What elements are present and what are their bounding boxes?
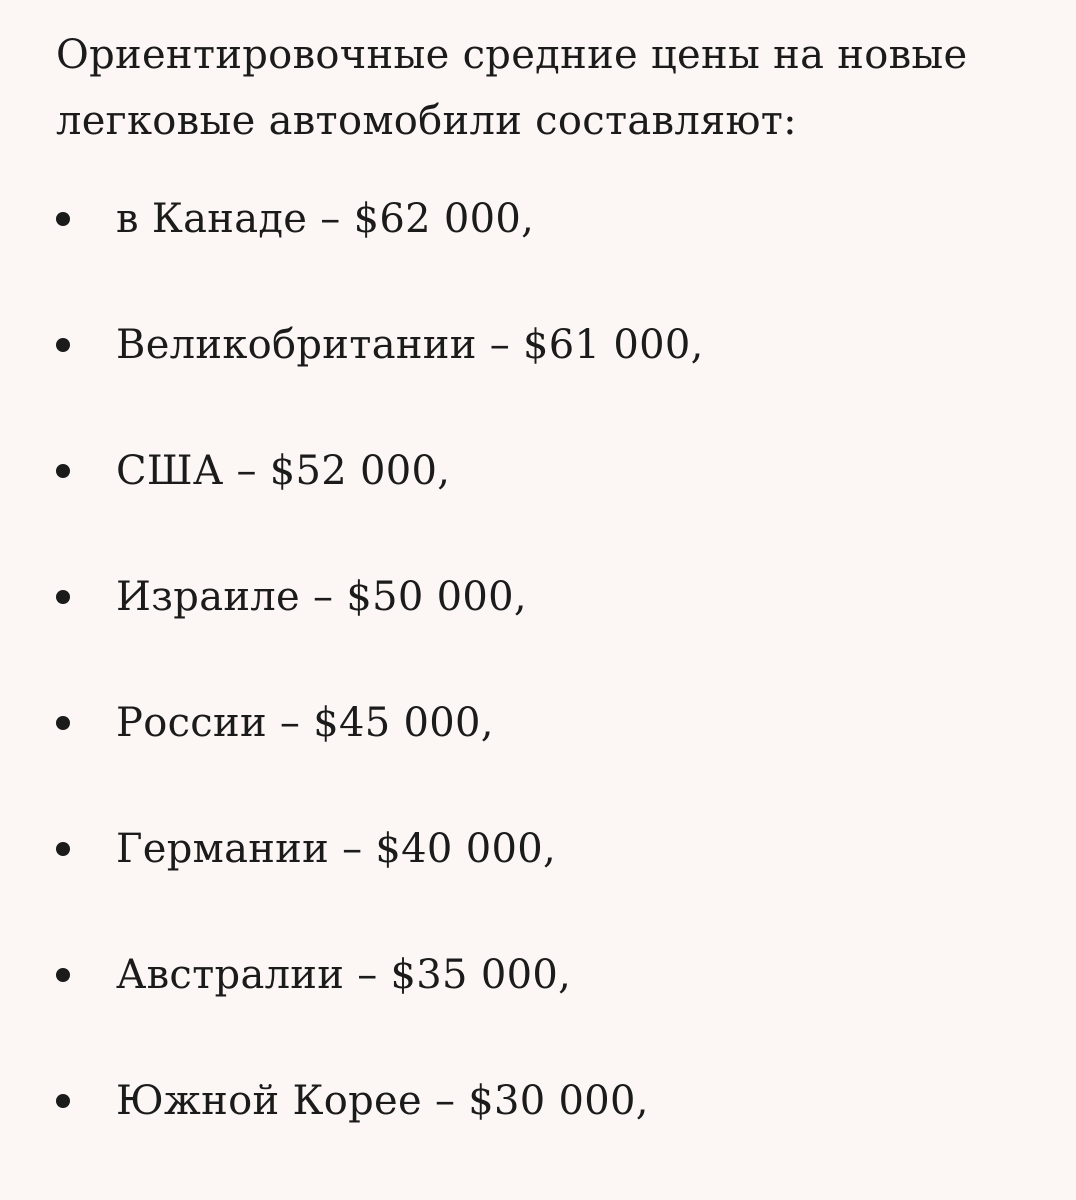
list-item-text: Германии – $40 000,: [116, 826, 556, 872]
list-item: [56, 566, 1036, 692]
list-item: [56, 1070, 1036, 1196]
list-item: [56, 188, 1036, 314]
list-item-text: Австралии – $35 000,: [116, 952, 572, 998]
list-item: [56, 440, 1036, 566]
list-item: [56, 818, 1036, 944]
list-item-text: Израиле – $50 000,: [116, 574, 527, 620]
bullet-icon: [56, 716, 70, 730]
list-item-text: США – $52 000,: [116, 448, 451, 494]
intro-paragraph: Ориентировочные средние цены на новые легковые автомобили составляют:: [56, 32, 968, 144]
list-item: [56, 692, 1036, 818]
bullet-icon: [56, 590, 70, 604]
list-item-text: России – $45 000,: [116, 700, 494, 746]
list-item-text: в Канаде – $62 000,: [116, 196, 535, 242]
bullet-icon: [56, 464, 70, 478]
bullet-icon: [56, 1094, 70, 1108]
list-item: [56, 314, 1036, 440]
bullet-icon: [56, 338, 70, 352]
list-item-text: Южной Корее – $30 000,: [116, 1078, 649, 1124]
bullet-icon: [56, 968, 70, 982]
price-list: [56, 188, 1036, 1196]
list-item: [56, 944, 1036, 1070]
list-item-text: Великобритании – $61 000,: [116, 322, 704, 368]
bullet-icon: [56, 212, 70, 226]
bullet-icon: [56, 842, 70, 856]
